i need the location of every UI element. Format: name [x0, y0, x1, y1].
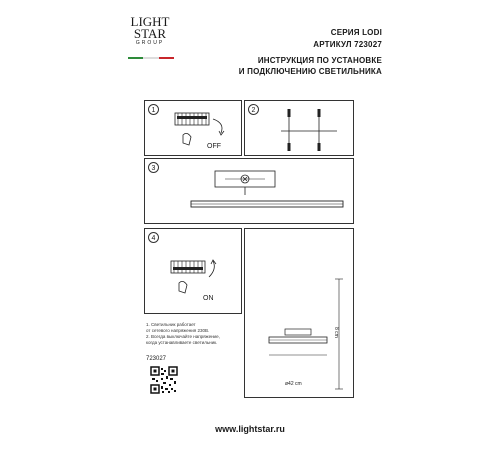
note-line2: от сетевого напряжения 230В.	[146, 328, 210, 333]
instruction-title-line2: И ПОДКЛЮЧЕНИЮ СВЕТИЛЬНИКА	[238, 67, 382, 76]
on-label: ON	[203, 295, 214, 302]
breaker-on-icon	[161, 255, 233, 305]
step-3-number: 3	[148, 162, 159, 173]
height-dimension: 8 cm	[333, 327, 339, 338]
step-1-panel	[144, 100, 242, 156]
brand-line3: GROUP	[135, 40, 165, 46]
mounting-diagram	[185, 163, 355, 221]
notes	[146, 322, 220, 346]
article-number: АРТИКУЛ 723027	[313, 40, 382, 49]
note-line3: 2. Всегда выключайте напряжение,	[146, 334, 220, 339]
article-code: 723027	[146, 356, 167, 362]
breaker-off-icon	[165, 107, 237, 153]
step-2-panel	[244, 100, 354, 156]
step-3-panel	[144, 158, 354, 224]
off-label: OFF	[207, 143, 221, 150]
series-name: СЕРИЯ LODI	[330, 28, 382, 37]
brand-line1: LIGHT	[130, 14, 170, 29]
step-1-number: 1	[148, 104, 159, 115]
wiring-diagram	[275, 105, 345, 155]
step-4-panel	[144, 228, 242, 314]
website-url[interactable]: www.lightstar.ru	[215, 424, 285, 434]
brand-logo	[116, 16, 184, 47]
note-line1: 1. Светильник работает	[146, 322, 196, 327]
note-line4: когда устанавливаете светильник.	[146, 340, 218, 345]
width-dimension: ø42 cm	[285, 381, 302, 387]
brand-line2: STAR	[133, 26, 167, 41]
dimensions-panel	[244, 228, 354, 398]
instruction-title-line1: ИНСТРУКЦИЯ ПО УСТАНОВКЕ	[257, 56, 382, 65]
step-4-number: 4	[148, 232, 159, 243]
italian-flag-stripe	[128, 57, 174, 59]
qr-code	[150, 366, 178, 394]
step-2-number: 2	[248, 104, 259, 115]
